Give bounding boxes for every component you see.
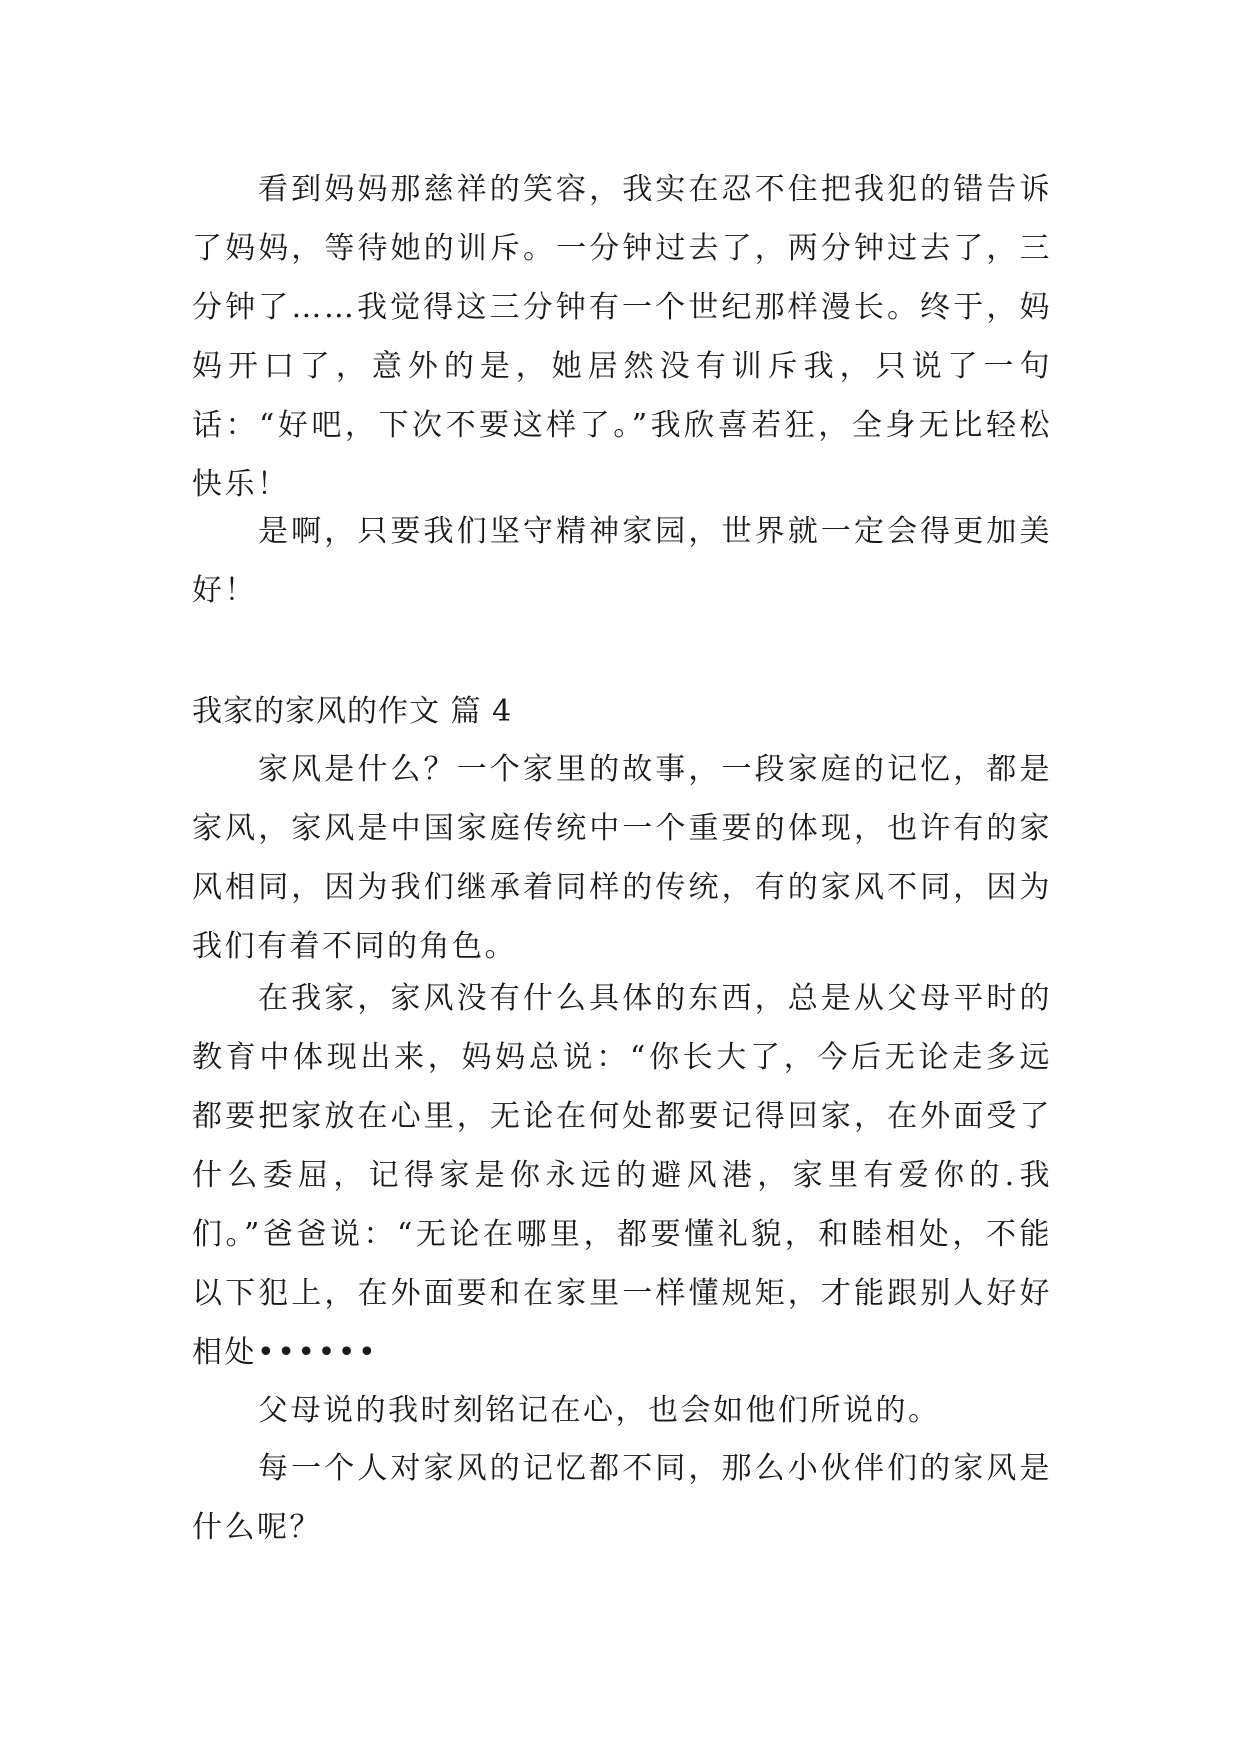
- paragraph: 每一个人对家风的记忆都不同，那么小伙伴们的家风是什么呢？: [192, 1451, 1052, 1545]
- section-title: 我家的家风的作文 篇 4: [192, 694, 513, 729]
- paragraph: 父母说的我时刻铭记在心，也会如他们所说的。: [258, 1393, 941, 1428]
- paragraph: 看到妈妈那慈祥的笑容，我实在忍不住把我犯的错告诉了妈妈，等待她的训斥。一分钟过去了，两分钟过去了，三分钟了……我觉得这三分钟有一个世纪那样漫长。终于，妈妈开口了，意外的是，她居然没有训斥我，只说了一句话：“好吧，下次不要这样了。”我欣喜若狂，全身无比轻松快乐！: [192, 172, 1052, 502]
- paragraph: 是啊，只要我们坚守精神家园，世界就一定会得更加美好！: [192, 514, 1052, 608]
- paragraph: 家风是什么？一个家里的故事，一段家庭的记忆，都是家风，家风是中国家庭传统中一个重要的体现，也许有的家风相同，因为我们继承着同样的传统，有的家风不同，因为我们有着不同的角色。: [192, 752, 1052, 964]
- paragraph: 在我家，家风没有什么具体的东西，总是从父母平时的教育中体现出来，妈妈总说：“你长大了，今后无论走多远都要把家放在心里，无论在何处都要记得回家，在外面受了什么委屈，记得家是你永远的避风港，家里有爱你的.我们。”爸爸说：“无论在哪里，都要懂礼貌，和睦相处，不能以下犯上，在外面要和在家里一样懂规矩，才能跟别人好好相处••••••: [192, 981, 1052, 1370]
